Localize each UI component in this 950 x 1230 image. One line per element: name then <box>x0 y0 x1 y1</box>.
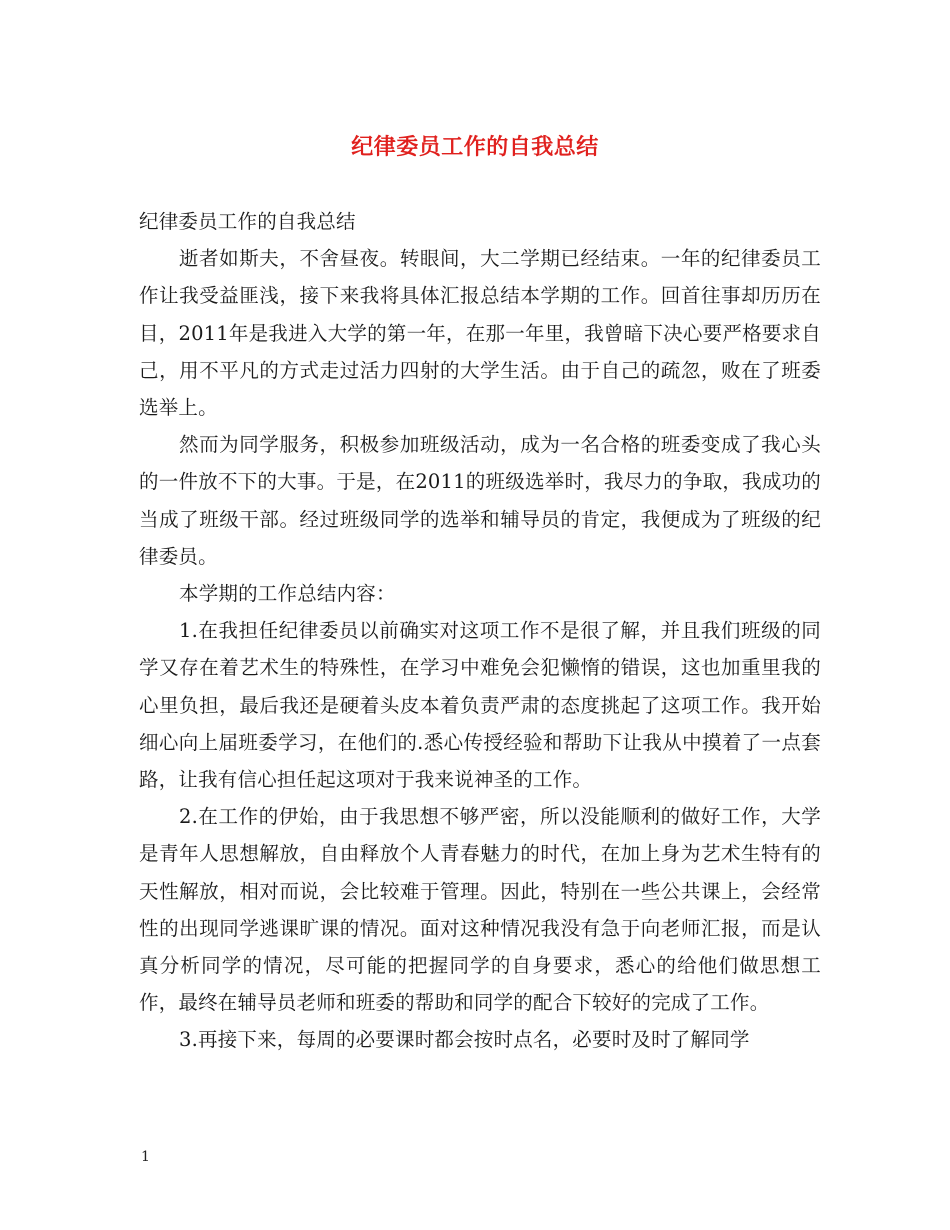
paragraph-item-3: 3.再接下来，每周的必要课时都会按时点名，必要时及时了解同学 <box>179 1028 750 1052</box>
paragraph-summary-heading: 本学期的工作总结内容： <box>179 582 396 606</box>
paragraph-election: 然而为同学服务，积极参加班级活动，成为一名合格的班委变成了我心头的一件放不下的大事。于是，在2011的班级选举时，我尽力的争取，我成功的当成了班级干部。经过班级同学的选举和辅导员的肯定，我便成为了班级的纪律委员。 <box>139 433 821 568</box>
document-body <box>139 203 821 1059</box>
paragraph-item-2: 2.在工作的伊始，由于我思想不够严密，所以没能顺利的做好工作，大学是青年人思想解放，自由释放个人青春魅力的时代，在加上身为艺术生特有的天性解放，相对而说，会比较难于管理。因此，特别在一些公共课上，会经常性的出现同学逃课旷课的情况。面对这种情况我没有急于向老师汇报，而是认真分析同学的情况，尽可能的把握同学的自身要求，悉心的给他们做思想工作，最终在辅导员老师和班委的帮助和同学的配合下较好的完成了工作。 <box>139 805 821 1015</box>
paragraph-item-1: 1.在我担任纪律委员以前确实对这项工作不是很了解，并且我们班级的同学又存在着艺术生的特殊性，在学习中难免会犯懒惰的错误，这也加重里我的心里负担，最后我还是硬着头皮本着负责严肃的态度挑起了这项工作。我开始细心向上届班委学习，在他们的.悉心传授经验和帮助下让我从中摸着了一点套路，让我有信心担任起这项对于我来说神圣的工作。 <box>139 619 821 792</box>
page-number: 1 <box>141 1149 150 1165</box>
body-subtitle: 纪律委员工作的自我总结 <box>139 210 356 233</box>
document-title: 纪律委员工作的自我总结 <box>351 134 599 160</box>
paragraph-intro: 逝者如斯夫，不舍昼夜。转眼间，大二学期已经结束。一年的纪律委员工作让我受益匪浅，接下来我将具体汇报总结本学期的工作。回首往事却历历在目，2011年是我进入大学的第一年，在那一年里，我曾暗下决心要严格要求自己，用不平凡的方式走过活力四射的大学生活。由于自己的疏忽，败在了班委选举上。 <box>139 247 821 420</box>
